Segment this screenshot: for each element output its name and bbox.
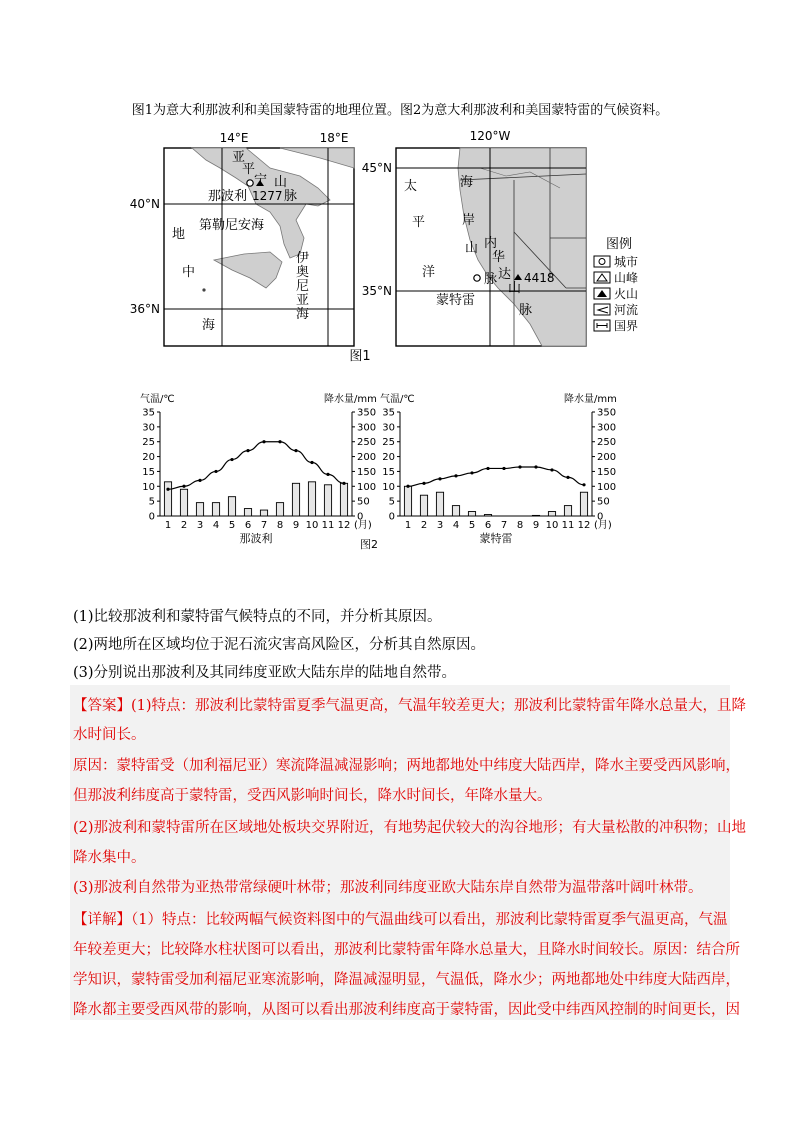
chart-title: 蒙特雷 [479,532,513,545]
precip-bar [452,506,459,516]
chart-naples [140,392,377,545]
y-tick-label: 15 [142,466,155,478]
label-naples: 那波利 [208,189,248,204]
detail-line-4: 降水都主要受西风带的影响，从图可以看出那波利纬度高于蒙特雷，因此受中纬西风控制的时间更长，因 [73,1002,740,1018]
precip-bar [404,486,411,516]
lat-40n: 40°N [129,197,160,211]
svg-text:山: 山 [508,281,522,296]
temperature-point [342,482,345,485]
x-tick-label: 1 [164,520,172,531]
answer-line-4: 但那波利纬度高于蒙特雷，受西风影响时间长，降水时间长，年降水量大。 [73,788,552,804]
temperature-point [198,479,201,482]
y-axis-title: 气温/℃ [380,394,415,405]
label-di: 地 [172,227,186,242]
y2-axis-title: 降水量/mm [324,394,377,405]
x-tick-label: 11 [561,520,575,531]
y-tick-label: 5 [148,496,155,508]
figure-2 [120,388,640,553]
x-tick-label: 11 [321,520,335,531]
x-tick-label: 7 [500,520,508,531]
temperature-point [502,467,505,470]
precip-bar [276,503,283,516]
answer-box [70,685,730,1020]
y-tick-label: 25 [382,437,395,449]
svg-text:奥: 奥 [296,265,310,280]
chart-title: 那波利 [239,532,273,545]
temperature-point [406,485,409,488]
label-tyrrhenian: 第勒尼安海 [199,218,265,233]
label-ionian [296,251,309,322]
temperature-point [230,458,233,461]
precip-bar [180,489,187,516]
y2-tick-label: 0 [597,511,604,523]
y-tick-label: 35 [142,407,155,419]
temperature-point [310,461,313,464]
y2-tick-label: 250 [597,437,617,449]
precip-bar [228,497,235,516]
precip-bar [164,482,171,516]
svg-text:平: 平 [412,215,426,230]
precip-bar [308,482,315,516]
map-right [362,129,586,346]
legend-city: 城市 [614,255,639,269]
y-tick-label: 30 [382,422,395,434]
naples-city-icon [247,180,253,186]
x-axis-unit: (月) [354,520,372,531]
temperature-point [534,465,537,468]
y-tick-label: 25 [142,437,155,449]
y-axis-title: 气温/℃ [140,394,175,405]
label-mai: 脉 [284,189,298,204]
x-tick-label: 10 [545,520,559,531]
svg-text:洋: 洋 [422,265,436,280]
x-tick-label: 3 [196,520,204,531]
y2-tick-label: 0 [357,511,364,523]
precip-bar [340,483,347,516]
temperature-point [246,449,249,452]
svg-text:太: 太 [404,179,418,194]
answer-line-5: (2)那波利和蒙特雷所在区域地处板块交界附近，有地势起伏较大的沟谷地形；有大量松散的冲积物；山地 [73,820,747,836]
temperature-point [438,477,441,480]
x-tick-label: 2 [420,520,428,531]
question-1: (1)比较那波利和蒙特雷气候特点的不同，并分析其原因。 [73,609,442,625]
x-tick-label: 10 [305,520,319,531]
y-tick-label: 20 [142,452,155,464]
svg-text:华: 华 [492,250,506,265]
answer-line-7: (3)那波利自然带为亚热带常绿硬叶林带；那波利同纬度亚欧大陆东岸自然带为温带落叶阔叶林带。 [73,880,703,896]
y-tick-label: 0 [388,511,395,523]
detail-line-1: 【详解】（1）特点：比较两幅气候资料图中的气温曲线可以看出，那波利比蒙特雷夏季气温更高，气温 [73,912,728,928]
answer-line-1: 【答案】(1)特点：那波利比蒙特雷夏季气温更高，气温年较差更大；那波利比蒙特雷年降水总量大，且降 [73,698,747,714]
lon-120w: 120°W [469,129,511,143]
precip-bar [260,510,267,516]
question-3: (3)分别说出那波利及其同纬度亚欧大陆东岸的陆地自然带。 [73,665,457,681]
y-tick-label: 20 [382,452,395,464]
y-tick-label: 10 [142,481,155,493]
svg-text:伊: 伊 [296,251,310,266]
temperature-point [182,485,185,488]
detail-tag: 【详解】 [73,912,131,928]
temperature-point [566,476,569,479]
y2-tick-label: 150 [357,466,377,478]
svg-text:亚: 亚 [296,293,310,308]
temperature-point [486,467,489,470]
y2-tick-label: 50 [597,496,610,508]
y2-axis-title: 降水量/mm [564,394,617,405]
svg-text:海: 海 [296,307,310,322]
lat-35n: 35°N [361,284,392,298]
label-peak-1277: 1277 [252,189,283,203]
y2-tick-label: 150 [597,466,617,478]
answer-line-3: 原因：蒙特雷受（加利福尼亚）寒流降温减湿影响；两地都地处中纬度大陆西岸，降水主要受西风影响， [73,758,740,774]
label-monterey: 蒙特雷 [436,293,476,308]
label-ping: 平 [242,162,256,177]
legend-peak: 山峰 [614,271,639,285]
answer-tag: 【答案】 [73,698,131,714]
temperature-point [294,449,297,452]
y2-tick-label: 350 [357,407,377,419]
figure-1-caption: 图1 [349,349,371,363]
x-tick-label: 1 [404,520,412,531]
x-tick-label: 2 [180,520,188,531]
y2-tick-label: 100 [597,481,617,493]
precip-bar [580,492,587,516]
map-legend [594,237,638,333]
y2-tick-label: 100 [357,481,377,493]
legend-title: 图例 [606,237,633,252]
temperature-line [168,442,344,490]
y-tick-label: 5 [388,496,395,508]
svg-text:达: 达 [498,267,512,282]
label-mai-2: 脉 [519,303,533,318]
precip-bar [324,485,331,516]
chart-monterey [380,392,617,545]
x-tick-label: 8 [516,520,524,531]
y-tick-label: 0 [148,511,155,523]
y2-tick-label: 200 [357,452,377,464]
svg-text:内: 内 [484,236,498,251]
precip-bar [548,512,555,516]
precip-bar [564,506,571,516]
detail-line-2: 年较差更大；比较降水柱状图可以看出，那波利比蒙特雷年降水总量大，且降水时间较长。原因：结合所 [73,942,740,958]
svg-text:尼: 尼 [296,279,310,294]
temperature-point [454,474,457,477]
map-left [130,131,354,346]
label-peak-4418: 4418 [524,271,555,285]
precip-bar [436,492,443,516]
svg-text:脉: 脉 [484,272,498,287]
x-tick-label: 5 [228,520,236,531]
y-tick-label: 15 [382,466,395,478]
x-tick-label: 9 [532,520,540,531]
question-2: (2)两地所在区域均位于泥石流灾害高风险区，分析其自然原因。 [73,637,486,653]
temperature-point [582,483,585,486]
figure-2-caption: 图2 [360,538,378,551]
svg-text:海: 海 [460,175,474,190]
x-tick-label: 12 [577,520,591,531]
x-tick-label: 6 [244,520,252,531]
temperature-point [470,471,473,474]
temperature-point [326,473,329,476]
svg-text:山: 山 [465,241,479,256]
lon-18e: 18°E [319,131,349,145]
y2-tick-label: 200 [597,452,617,464]
temperature-point [166,488,169,491]
x-tick-label: 5 [468,520,476,531]
legend-volcano: 火山 [614,287,639,301]
legend-river: 河流 [614,303,639,317]
y2-tick-label: 50 [357,496,370,508]
y2-tick-label: 300 [357,422,377,434]
x-tick-label: 12 [337,520,351,531]
temperature-point [278,440,281,443]
label-zhong: 中 [182,265,196,280]
x-tick-label: 4 [212,520,220,531]
answer-line-6: 降水集中。 [73,850,146,866]
temperature-point [550,468,553,471]
intro-text: 图1为意大利那波利和美国蒙特雷的地理位置。图2为意大利那波利和美国蒙特雷的气候资料。 [131,103,669,118]
y2-tick-label: 250 [357,437,377,449]
monterey-city-icon [474,275,480,281]
precip-bar [468,512,475,516]
precip-bar [484,515,491,516]
detail-line-3: 学知识，蒙特雷受加利福尼亚寒流影响，降温减湿明显，气温低，降水少；两地都地处中纬度大陆西岸， [73,972,740,988]
x-tick-label: 4 [452,520,460,531]
x-tick-label: 3 [436,520,444,531]
precip-bar [196,503,203,516]
svg-text:岸: 岸 [462,213,476,228]
lon-14e: 14°E [219,131,249,145]
temperature-point [262,440,265,443]
lat-36n: 36°N [129,302,160,316]
x-tick-label: 8 [276,520,284,531]
precip-bar [244,509,251,516]
label-shan: 山 [274,175,288,190]
answer-line-2: 水时间长。 [73,727,146,743]
y-tick-label: 35 [382,407,395,419]
y-tick-label: 10 [382,481,395,493]
y2-tick-label: 300 [597,422,617,434]
legend-city-icon [599,259,605,265]
precip-bar [420,495,427,516]
temperature-point [422,482,425,485]
temperature-point [214,470,217,473]
x-tick-label: 9 [292,520,300,531]
precip-bar [212,503,219,516]
x-tick-label: 7 [260,520,268,531]
temperature-line [408,467,584,486]
temperature-point [518,465,521,468]
figure-1 [120,128,660,363]
y-tick-label: 30 [142,422,155,434]
y2-tick-label: 350 [597,407,617,419]
x-tick-label: 6 [484,520,492,531]
label-ya: 亚 [232,150,246,165]
label-hai: 海 [202,318,216,333]
x-axis-unit: (月) [594,520,612,531]
lat-45n: 45°N [361,161,392,175]
label-ning: 宁 [254,173,268,188]
precip-bar [292,483,299,516]
legend-border: 国界 [614,319,639,333]
precip-bar [532,515,539,516]
